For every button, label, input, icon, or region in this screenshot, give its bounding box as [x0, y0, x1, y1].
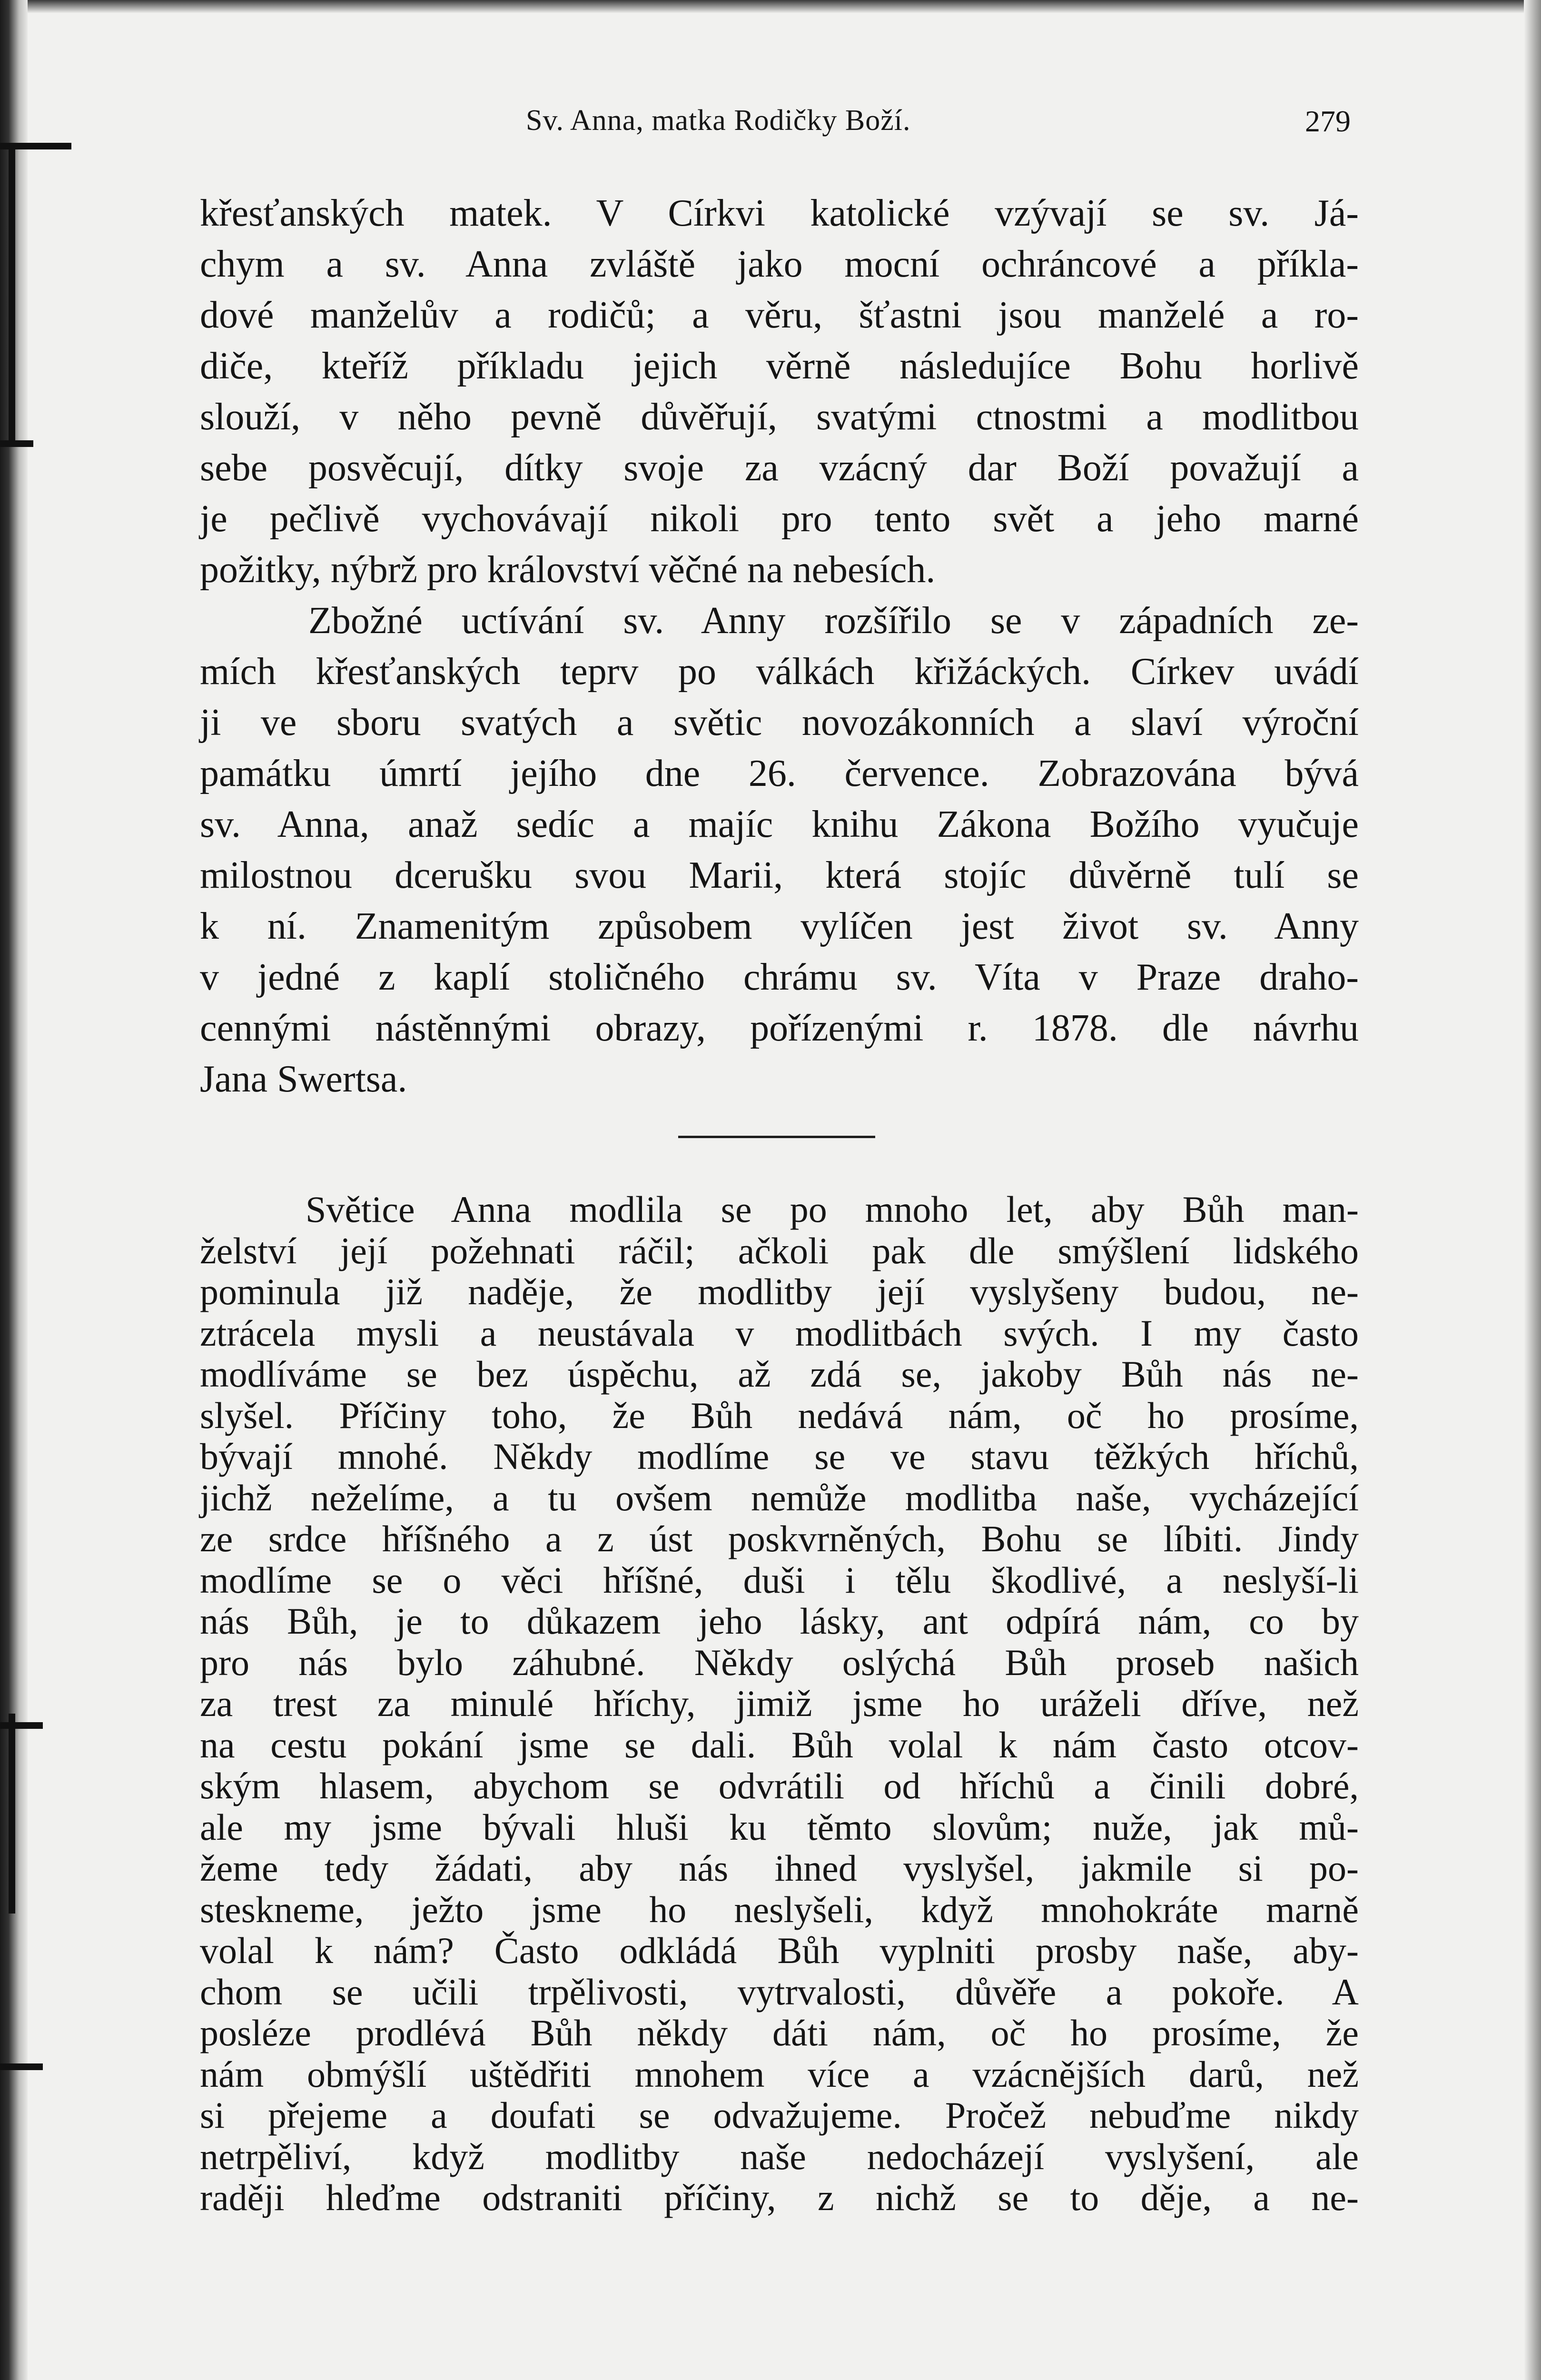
- text-line: mích křesťanských teprv po válkách křižáckých. Církev uvádí: [200, 651, 1359, 693]
- text-line: netrpěliví, když modlitby naše nedocházejí vyslyšení, ale: [200, 2135, 1359, 2177]
- text-line: sv. Anna, anaž sedíc a majíc knihu Zákona Božího vyučuje: [200, 803, 1359, 845]
- text-line: cennými nástěnnými obrazy, pořízenými r. 1878. dle návrhu: [200, 1007, 1359, 1049]
- text-line: pro nás bylo záhubné. Někdy oslýchá Bůh proseb našich: [200, 1641, 1359, 1683]
- text-line: modlíváme se bez úspěchu, až zdá se, jakoby Bůh nás ne-: [200, 1353, 1359, 1395]
- text-line: Zbožné uctívání sv. Anny rozšířilo se v západních ze-: [308, 600, 1359, 642]
- paragraph-2: [200, 595, 1359, 1105]
- text-line: posléze prodlévá Bůh někdy dáti nám, oč ho prosíme, že: [200, 2012, 1359, 2053]
- running-title: Sv. Anna, matka Rodičky Boží.: [526, 104, 911, 137]
- text-line: slyšel. Příčiny toho, že Bůh nedává nám, oč ho prosíme,: [200, 1394, 1359, 1436]
- text-line: Světice Anna modlila se po mnoho let, aby Bůh man-: [306, 1189, 1359, 1230]
- text-line: modlíme se o věci hříšné, duši i tělu škodlivé, a neslyší-li: [200, 1559, 1359, 1601]
- text-line: nám obmýšlí uštědřiti mnohem více a vzácnějších darů, než: [200, 2053, 1359, 2095]
- text-line: si přejeme a doufati se odvažujeme. Pročež nebuďme nikdy: [200, 2094, 1359, 2136]
- text-line: nás Bůh, je to důkazem jeho lásky, ant odpírá nám, co by: [200, 1600, 1359, 1642]
- text-line: pominula již naděje, že modlitby její vyslyšeny budou, ne-: [200, 1271, 1359, 1312]
- page-number: 279: [1305, 104, 1351, 138]
- paragraph-1: [200, 188, 1359, 595]
- margin-mark: [9, 1714, 15, 1914]
- text-line: ji ve sboru svatých a světic novozákonních a slaví výroční: [200, 702, 1359, 744]
- text-line: sebe posvěcují, dítky svoje za vzácný dar Boží považují a: [200, 447, 1359, 489]
- text-line: diče, kteříž příkladu jejich věrně následujíce Bohu horlivě: [200, 345, 1359, 387]
- text-line: milostnou dcerušku svou Marii, která stojíc důvěrně tulí se: [200, 854, 1359, 896]
- text-line: ale my jsme bývali hluši ku těmto slovům; nuže, jak mů-: [200, 1806, 1359, 1848]
- text-line: k ní. Znamenitým způsobem vylíčen jest život sv. Anny: [200, 905, 1359, 947]
- text-line: bývají mnohé. Někdy modlíme se ve stavu těžkých hříchů,: [200, 1436, 1359, 1477]
- text-line: požitky, nýbrž pro království věčné na nebesích.: [200, 549, 936, 591]
- text-line: v jedné z kaplí stoličného chrámu sv. Víta v Praze draho-: [200, 956, 1359, 998]
- text-line: raději hleďme odstraniti příčiny, z nichž se to děje, a ne-: [200, 2177, 1359, 2218]
- section-divider: [678, 1136, 875, 1138]
- text-line: želství její požehnati ráčil; ačkoli pak dle smýšlení lidského: [200, 1230, 1359, 1271]
- page-right-edge: [1524, 0, 1541, 2380]
- margin-mark: [0, 1722, 43, 1729]
- text-line: steskneme, ježto jsme ho neslyšeli, když mnohokráte marně: [200, 1888, 1359, 1930]
- text-line: za trest za minulé hříchy, jimiž jsme ho uráželi dříve, než: [200, 1683, 1359, 1724]
- paragraph-3: [200, 1189, 1359, 2219]
- text-line: chom se učili trpělivosti, vytrvalosti, důvěře a pokoře. A: [200, 1971, 1359, 2013]
- text-line: jichž neželíme, a tu ovšem nemůže modlitba naše, vycházející: [200, 1477, 1359, 1518]
- margin-mark: [9, 148, 15, 443]
- page-top-edge: [0, 0, 1541, 13]
- margin-mark: [0, 440, 33, 447]
- text-line: volal k nám? Často odkládá Bůh vyplniti prosby naše, aby-: [200, 1930, 1359, 1971]
- text-line: ským hlasem, abychom se odvrátili od hříchů a činili dobré,: [200, 1765, 1359, 1806]
- text-line: křesťanských matek. V Církvi katolické vzývají se sv. Já-: [200, 192, 1359, 234]
- text-line: žeme tedy žádati, aby nás ihned vyslyšel, jakmile si po-: [200, 1847, 1359, 1889]
- text-line: ztrácela mysli a neustávala v modlitbách svých. I my často: [200, 1312, 1359, 1354]
- text-line: je pečlivě vychovávají nikoli pro tento svět a jeho marné: [200, 498, 1359, 540]
- text-line: Jana Swertsa.: [200, 1058, 407, 1100]
- text-line: na cestu pokání jsme se dali. Bůh volal k nám často otcov-: [200, 1724, 1359, 1765]
- text-line: slouží, v něho pevně důvěřují, svatými ctnostmi a modlitbou: [200, 396, 1359, 438]
- text-line: chym a sv. Anna zvláště jako mocní ochráncové a příkla-: [200, 243, 1359, 285]
- margin-mark: [0, 2063, 43, 2070]
- text-line: dové manželův a rodičů; a věru, šťastni jsou manželé a ro-: [200, 294, 1359, 336]
- text-line: ze srdce hříšného a z úst poskvrněných, Bohu se líbiti. Jindy: [200, 1518, 1359, 1559]
- text-line: památku úmrtí jejího dne 26. července. Zobrazována bývá: [200, 753, 1359, 794]
